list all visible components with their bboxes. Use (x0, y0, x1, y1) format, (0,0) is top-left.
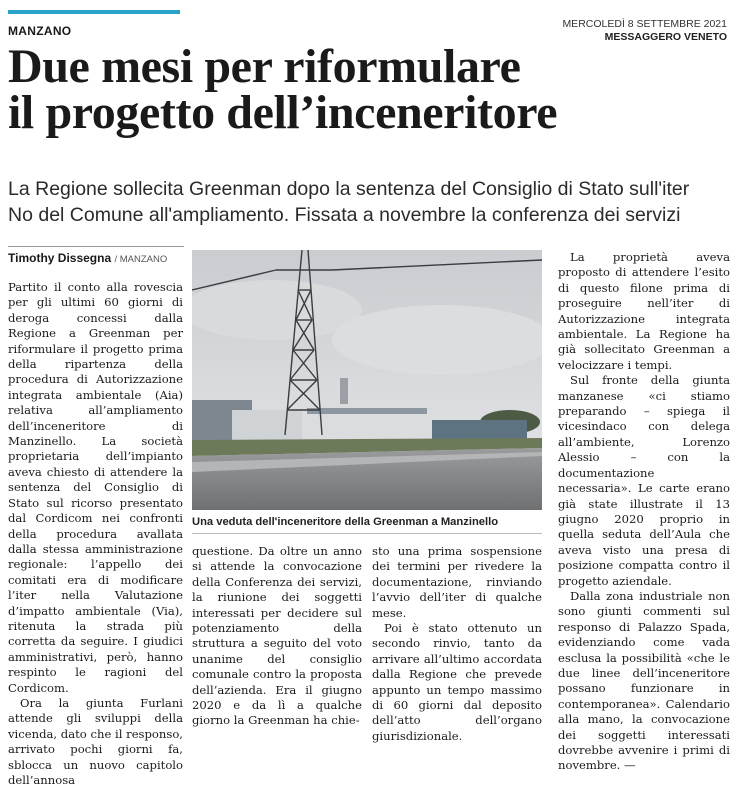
byline-author: Timothy Dissegna (8, 251, 112, 265)
standfirst-line-2: No del Comune all'ampliamento. Fissata a novembre la conferenza dei servizi (8, 204, 681, 226)
article-paragraph: Partito il conto alla rovescia per gli ultimi 60 giorni di deroga concessi dalla Regione a Greenman per riformulare il progetto prima della ripartenza della procedura di Autorizzazione integrata ambientale (Aia) relativa all’ampliamento dell’inceneritore di Manzinello. La società proprietaria dell’impianto aveva chiesto di attendere la sentenza del Consiglio di Stato sul ricorso presentato dal Cordicom nei confronti della procedura avallata dalla stessa amministrazione regionale: l’appello dei comitati era di modificare l’iter nella Valutazione d’impatto ambientale (Via), ritenuta la strada più corretta da seguire. I giudici amministrativi, però, hanno respinto le ragioni del Cordicom. (8, 280, 183, 695)
article-paragraph: questione. Da oltre un anno si attende la convocazione della Conferenza dei servizi, la riunione dei soggetti interessati per decidere sul potenziamento della struttura a seguito del voto unanime del consiglio comunale contro la proposta dell’azienda. Era il giugno 2020 e da lì a qualche giorno la Greenman ha chie- (192, 544, 362, 728)
byline-rule (8, 246, 184, 247)
building-windows (307, 408, 427, 414)
article-paragraph: La proprietà aveva proposto di attendere l’esito di questo filone prima di proseguire nell’iter di Autorizzazione integrata ambientale. La Regione ha già sollecitato Greenman a velocizzare i tempi. (558, 250, 730, 372)
section-label: MANZANO (8, 24, 72, 38)
photo-caption: Una veduta dell'inceneritore della Greenman a Manzinello (192, 516, 499, 528)
date-header (562, 18, 727, 44)
article-paragraph: Dalla zona industriale non sono giunti commenti sul responso di Palazzo Spada, evidenziando come vada esclusa la possibilità «che le due linee dell’inceneritore possano funzionare in contemporanea». Calendario alla mano, la convocazione dei soggetti interessati dovrebbe avvenire i primi di novembre. — (558, 588, 730, 773)
caption-rule (192, 533, 542, 534)
fence (432, 420, 527, 440)
headline (8, 40, 733, 139)
standfirst (8, 176, 736, 228)
section-accent-bar (8, 10, 180, 14)
article-paragraph: Sul fronte della giunta manzanese «ci stiamo preparando – spiega il vicesindaco con delega all’ambiente, Lorenzo Alessio – con la documentazione necessaria». Le carte erano già state illustrate il 13 giugno 2020 proprio in quella seduta dell’Aula che aveva visto una presa di posizione compatta contro il progetto aziendale. (558, 373, 730, 588)
chimney (340, 378, 348, 404)
byline (8, 251, 167, 265)
headline-line-1: Due mesi per riformulare (8, 40, 521, 93)
article-paragraph: Ora la giunta Furlani attende gli sviluppi della vicenda, dato che il responso, arrivato pochi giorni fa, sblocca un nuovo capitolo dell’annosa (8, 695, 183, 787)
article-column-3 (372, 544, 542, 744)
article-column-2 (192, 544, 362, 729)
building (232, 410, 302, 440)
article-paragraph: sto una prima sospensione dei termini per rivedere la documentazione, rinviando l’avvio dell’iter di qualche mese. (372, 544, 542, 620)
article-column-4 (558, 250, 730, 774)
headline-line-2: il progetto dell’inceneritore (8, 86, 558, 139)
incinerator-photo-illustration (192, 250, 542, 510)
byline-place: / MANZANO (114, 254, 168, 265)
standfirst-line-1: La Regione sollecita Greenman dopo la sentenza del Consiglio di Stato sull'iter (8, 178, 690, 200)
article-photo (192, 250, 542, 510)
article-paragraph: Poi è stato ottenuto un secondo rinvio, tanto da arrivare all’ultimo accordata dalla Regione che prevede appunto un tempo massimo di 60 giorni dal deposito dell’atto dell’organo giurisdizionale. (372, 621, 542, 743)
publication-date: MERCOLEDÌ 8 SETTEMBRE 2021 (562, 18, 727, 30)
newspaper-name: MESSAGGERO VENETO (604, 31, 727, 43)
article-column-1 (8, 280, 183, 788)
cloud (332, 305, 542, 375)
